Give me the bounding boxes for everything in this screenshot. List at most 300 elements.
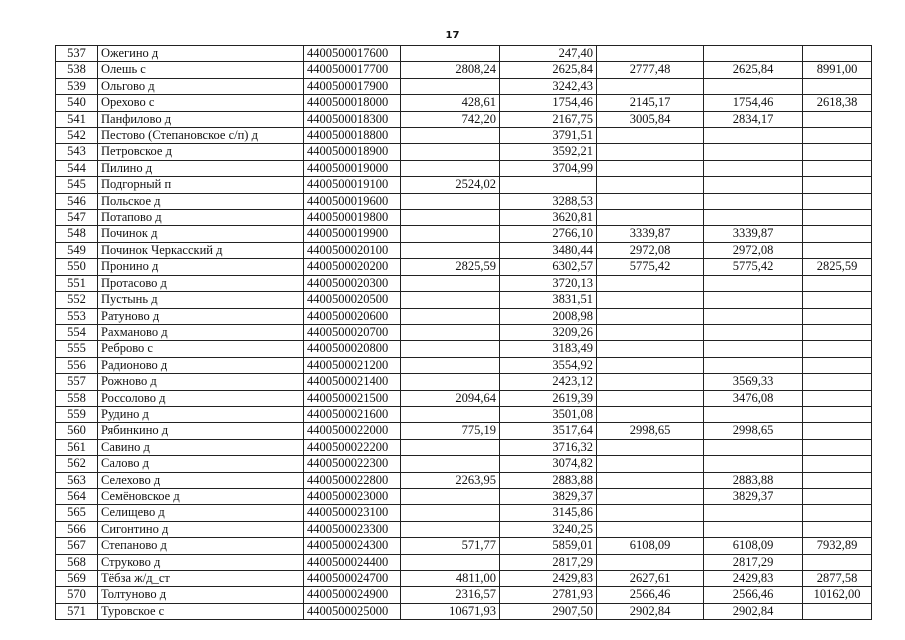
oktmo-code-cell: 4400500025000 (304, 603, 401, 619)
oktmo-code-cell: 4400500020800 (304, 341, 401, 357)
value-1-cell (401, 144, 500, 160)
value-4-cell (704, 144, 803, 160)
value-4-cell (704, 46, 803, 62)
value-3-cell: 3339,87 (597, 226, 704, 242)
value-5-cell (803, 46, 872, 62)
value-3-cell (597, 554, 704, 570)
settlement-name-cell: Орехово с (98, 95, 304, 111)
oktmo-code-cell: 4400500024700 (304, 571, 401, 587)
value-5-cell (803, 456, 872, 472)
table-row (56, 406, 872, 422)
row-number-cell: 546 (56, 193, 98, 209)
row-number-cell: 544 (56, 160, 98, 176)
table-row (56, 521, 872, 537)
oktmo-code-cell: 4400500021600 (304, 406, 401, 422)
oktmo-code-cell: 4400500020200 (304, 259, 401, 275)
oktmo-code-cell: 4400500023000 (304, 488, 401, 504)
value-5-cell (803, 292, 872, 308)
oktmo-code-cell: 4400500023100 (304, 505, 401, 521)
settlement-name-cell: Петровское д (98, 144, 304, 160)
value-3-cell (597, 521, 704, 537)
value-1-cell (401, 505, 500, 521)
value-5-cell (803, 111, 872, 127)
value-1-cell (401, 406, 500, 422)
value-5-cell (803, 554, 872, 570)
value-3-cell: 2902,84 (597, 603, 704, 619)
value-2-cell: 3829,37 (500, 488, 597, 504)
value-1-cell (401, 78, 500, 94)
table-row (56, 554, 872, 570)
value-3-cell: 2145,17 (597, 95, 704, 111)
value-5-cell (803, 521, 872, 537)
value-5-cell (803, 472, 872, 488)
row-number-cell: 565 (56, 505, 98, 521)
settlement-name-cell: Степаново д (98, 538, 304, 554)
settlement-name-cell: Россолово д (98, 390, 304, 406)
row-number-cell: 559 (56, 406, 98, 422)
value-3-cell (597, 193, 704, 209)
row-number-cell: 570 (56, 587, 98, 603)
oktmo-code-cell: 4400500022300 (304, 456, 401, 472)
value-1-cell (401, 521, 500, 537)
value-5-cell (803, 390, 872, 406)
value-3-cell (597, 439, 704, 455)
oktmo-code-cell: 4400500022200 (304, 439, 401, 455)
table-row (56, 210, 872, 226)
value-1-cell: 2524,02 (401, 177, 500, 193)
oktmo-code-cell: 4400500020100 (304, 242, 401, 258)
oktmo-code-cell: 4400500019800 (304, 210, 401, 226)
value-5-cell (803, 603, 872, 619)
value-5-cell: 10162,00 (803, 587, 872, 603)
row-number-cell: 563 (56, 472, 98, 488)
value-4-cell: 1754,46 (704, 95, 803, 111)
row-number-cell: 543 (56, 144, 98, 160)
value-2-cell: 3242,43 (500, 78, 597, 94)
value-2-cell: 2167,75 (500, 111, 597, 127)
settlement-name-cell: Салово д (98, 456, 304, 472)
oktmo-code-cell: 4400500020300 (304, 275, 401, 291)
table-row (56, 259, 872, 275)
oktmo-code-cell: 4400500017900 (304, 78, 401, 94)
value-2-cell: 2817,29 (500, 554, 597, 570)
value-5-cell: 2877,58 (803, 571, 872, 587)
value-1-cell (401, 160, 500, 176)
row-number-cell: 539 (56, 78, 98, 94)
table-row (56, 603, 872, 619)
value-5-cell (803, 144, 872, 160)
settlement-name-cell: Подгорный п (98, 177, 304, 193)
value-1-cell (401, 226, 500, 242)
value-4-cell: 2817,29 (704, 554, 803, 570)
value-2-cell: 2619,39 (500, 390, 597, 406)
value-2-cell: 247,40 (500, 46, 597, 62)
value-2-cell: 3554,92 (500, 357, 597, 373)
table-row (56, 390, 872, 406)
table-row (56, 275, 872, 291)
settlement-name-cell: Рожново д (98, 374, 304, 390)
oktmo-code-cell: 4400500023300 (304, 521, 401, 537)
value-3-cell (597, 374, 704, 390)
value-2-cell (500, 177, 597, 193)
table-row (56, 78, 872, 94)
settlement-name-cell: Струково д (98, 554, 304, 570)
oktmo-code-cell: 4400500017700 (304, 62, 401, 78)
value-3-cell (597, 144, 704, 160)
table-row (56, 62, 872, 78)
value-4-cell (704, 160, 803, 176)
value-5-cell (803, 374, 872, 390)
value-5-cell (803, 275, 872, 291)
table-row (56, 341, 872, 357)
value-2-cell: 2781,93 (500, 587, 597, 603)
value-2-cell: 3517,64 (500, 423, 597, 439)
row-number-cell: 557 (56, 374, 98, 390)
value-5-cell (803, 242, 872, 258)
oktmo-code-cell: 4400500019600 (304, 193, 401, 209)
value-5-cell: 8991,00 (803, 62, 872, 78)
oktmo-code-cell: 4400500021400 (304, 374, 401, 390)
value-5-cell (803, 226, 872, 242)
value-5-cell (803, 505, 872, 521)
value-4-cell: 2625,84 (704, 62, 803, 78)
value-2-cell: 2907,50 (500, 603, 597, 619)
value-4-cell: 5775,42 (704, 259, 803, 275)
value-1-cell (401, 128, 500, 144)
value-5-cell (803, 357, 872, 373)
settlement-name-cell: Пестово (Степановское с/п) д (98, 128, 304, 144)
settlement-name-cell: Сигонтино д (98, 521, 304, 537)
value-3-cell (597, 210, 704, 226)
oktmo-code-cell: 4400500019000 (304, 160, 401, 176)
table-row (56, 160, 872, 176)
row-number-cell: 558 (56, 390, 98, 406)
table-body (56, 46, 872, 620)
value-2-cell: 2008,98 (500, 308, 597, 324)
value-3-cell: 2627,61 (597, 571, 704, 587)
value-4-cell: 3829,37 (704, 488, 803, 504)
settlement-name-cell: Починок Черкасский д (98, 242, 304, 258)
value-1-cell: 4811,00 (401, 571, 500, 587)
value-3-cell: 6108,09 (597, 538, 704, 554)
settlement-name-cell: Тёбза ж/д_ст (98, 571, 304, 587)
value-4-cell: 2429,83 (704, 571, 803, 587)
value-2-cell: 3720,13 (500, 275, 597, 291)
settlement-name-cell: Пронино д (98, 259, 304, 275)
row-number-cell: 551 (56, 275, 98, 291)
value-3-cell (597, 292, 704, 308)
settlement-name-cell: Потапово д (98, 210, 304, 226)
settlement-name-cell: Семёновское д (98, 488, 304, 504)
row-number-cell: 540 (56, 95, 98, 111)
value-1-cell (401, 456, 500, 472)
table-row (56, 226, 872, 242)
row-number-cell: 560 (56, 423, 98, 439)
value-4-cell (704, 308, 803, 324)
value-4-cell (704, 521, 803, 537)
value-1-cell: 2316,57 (401, 587, 500, 603)
page-number: 17 (445, 30, 460, 41)
row-number-cell: 538 (56, 62, 98, 78)
row-number-cell: 556 (56, 357, 98, 373)
value-2-cell: 2423,12 (500, 374, 597, 390)
row-number-cell: 541 (56, 111, 98, 127)
settlement-name-cell: Селищево д (98, 505, 304, 521)
settlement-name-cell: Радионово д (98, 357, 304, 373)
value-1-cell (401, 554, 500, 570)
table-row (56, 111, 872, 127)
value-2-cell: 3074,82 (500, 456, 597, 472)
value-3-cell (597, 472, 704, 488)
value-4-cell (704, 406, 803, 422)
value-3-cell (597, 78, 704, 94)
table-row (56, 193, 872, 209)
value-4-cell: 3476,08 (704, 390, 803, 406)
value-1-cell: 10671,93 (401, 603, 500, 619)
row-number-cell: 569 (56, 571, 98, 587)
settlement-name-cell: Рахманово д (98, 324, 304, 340)
row-number-cell: 567 (56, 538, 98, 554)
value-3-cell (597, 308, 704, 324)
table-row (56, 357, 872, 373)
value-5-cell: 7932,89 (803, 538, 872, 554)
oktmo-code-cell: 4400500018900 (304, 144, 401, 160)
value-2-cell: 3145,86 (500, 505, 597, 521)
table-row (56, 46, 872, 62)
value-3-cell: 2998,65 (597, 423, 704, 439)
settlement-name-cell: Пилино д (98, 160, 304, 176)
value-3-cell (597, 341, 704, 357)
value-2-cell: 3240,25 (500, 521, 597, 537)
value-1-cell (401, 439, 500, 455)
settlement-table (55, 45, 872, 620)
row-number-cell: 562 (56, 456, 98, 472)
table-row (56, 505, 872, 521)
value-4-cell: 2566,46 (704, 587, 803, 603)
settlement-name-cell: Толтуново д (98, 587, 304, 603)
value-4-cell: 2972,08 (704, 242, 803, 258)
value-2-cell: 2429,83 (500, 571, 597, 587)
row-number-cell: 550 (56, 259, 98, 275)
value-1-cell (401, 193, 500, 209)
value-2-cell: 2766,10 (500, 226, 597, 242)
settlement-name-cell: Польское д (98, 193, 304, 209)
value-1-cell (401, 374, 500, 390)
value-2-cell: 6302,57 (500, 259, 597, 275)
value-5-cell: 2825,59 (803, 259, 872, 275)
value-2-cell: 3716,32 (500, 439, 597, 455)
settlement-name-cell: Туровское с (98, 603, 304, 619)
value-5-cell (803, 128, 872, 144)
settlement-name-cell: Селехово д (98, 472, 304, 488)
value-4-cell: 2834,17 (704, 111, 803, 127)
value-1-cell (401, 341, 500, 357)
value-2-cell: 2883,88 (500, 472, 597, 488)
oktmo-code-cell: 4400500017600 (304, 46, 401, 62)
value-2-cell: 3480,44 (500, 242, 597, 258)
value-1-cell: 2825,59 (401, 259, 500, 275)
value-3-cell (597, 488, 704, 504)
settlement-name-cell: Пустынь д (98, 292, 304, 308)
row-number-cell: 554 (56, 324, 98, 340)
table-row (56, 177, 872, 193)
value-2-cell: 3501,08 (500, 406, 597, 422)
value-1-cell (401, 324, 500, 340)
value-1-cell (401, 210, 500, 226)
table-row (56, 242, 872, 258)
value-3-cell: 2566,46 (597, 587, 704, 603)
table-row (56, 324, 872, 340)
value-5-cell (803, 308, 872, 324)
oktmo-code-cell: 4400500021500 (304, 390, 401, 406)
value-2-cell: 3620,81 (500, 210, 597, 226)
oktmo-code-cell: 4400500018300 (304, 111, 401, 127)
row-number-cell: 537 (56, 46, 98, 62)
value-2-cell: 3288,53 (500, 193, 597, 209)
table-row (56, 292, 872, 308)
value-1-cell (401, 292, 500, 308)
value-1-cell (401, 488, 500, 504)
value-5-cell (803, 488, 872, 504)
value-2-cell: 3704,99 (500, 160, 597, 176)
value-3-cell: 3005,84 (597, 111, 704, 127)
value-3-cell (597, 505, 704, 521)
value-4-cell (704, 193, 803, 209)
settlement-name-cell: Панфилово д (98, 111, 304, 127)
value-3-cell (597, 46, 704, 62)
value-5-cell (803, 210, 872, 226)
value-3-cell: 2777,48 (597, 62, 704, 78)
row-number-cell: 564 (56, 488, 98, 504)
row-number-cell: 552 (56, 292, 98, 308)
value-4-cell (704, 341, 803, 357)
oktmo-code-cell: 4400500021200 (304, 357, 401, 373)
value-4-cell (704, 128, 803, 144)
row-number-cell: 545 (56, 177, 98, 193)
value-4-cell (704, 456, 803, 472)
value-3-cell (597, 390, 704, 406)
value-4-cell (704, 357, 803, 373)
value-2-cell: 3209,26 (500, 324, 597, 340)
value-3-cell: 5775,42 (597, 259, 704, 275)
value-1-cell: 2808,24 (401, 62, 500, 78)
value-5-cell (803, 341, 872, 357)
value-5-cell (803, 324, 872, 340)
value-3-cell (597, 128, 704, 144)
value-3-cell: 2972,08 (597, 242, 704, 258)
settlement-name-cell: Савино д (98, 439, 304, 455)
value-2-cell: 3791,51 (500, 128, 597, 144)
row-number-cell: 542 (56, 128, 98, 144)
row-number-cell: 561 (56, 439, 98, 455)
oktmo-code-cell: 4400500020600 (304, 308, 401, 324)
row-number-cell: 555 (56, 341, 98, 357)
value-3-cell (597, 177, 704, 193)
value-4-cell (704, 439, 803, 455)
oktmo-code-cell: 4400500018800 (304, 128, 401, 144)
value-5-cell (803, 423, 872, 439)
value-3-cell (597, 275, 704, 291)
oktmo-code-cell: 4400500018000 (304, 95, 401, 111)
value-4-cell: 3339,87 (704, 226, 803, 242)
value-3-cell (597, 357, 704, 373)
oktmo-code-cell: 4400500020700 (304, 324, 401, 340)
value-4-cell (704, 177, 803, 193)
oktmo-code-cell: 4400500019900 (304, 226, 401, 242)
value-1-cell (401, 46, 500, 62)
oktmo-code-cell: 4400500022000 (304, 423, 401, 439)
table-row (56, 374, 872, 390)
value-2-cell: 3831,51 (500, 292, 597, 308)
value-4-cell (704, 275, 803, 291)
value-4-cell (704, 78, 803, 94)
value-4-cell (704, 324, 803, 340)
value-4-cell: 2883,88 (704, 472, 803, 488)
table-row (56, 538, 872, 554)
settlement-name-cell: Ольгово д (98, 78, 304, 94)
oktmo-code-cell: 4400500020500 (304, 292, 401, 308)
settlement-name-cell: Протасово д (98, 275, 304, 291)
settlement-name-cell: Рябинкино д (98, 423, 304, 439)
table-row (56, 587, 872, 603)
value-5-cell: 2618,38 (803, 95, 872, 111)
value-1-cell (401, 308, 500, 324)
value-2-cell: 3183,49 (500, 341, 597, 357)
settlement-name-cell: Реброво с (98, 341, 304, 357)
value-1-cell: 428,61 (401, 95, 500, 111)
row-number-cell: 547 (56, 210, 98, 226)
value-1-cell: 775,19 (401, 423, 500, 439)
table-row (56, 423, 872, 439)
table-row (56, 488, 872, 504)
value-4-cell (704, 505, 803, 521)
value-5-cell (803, 160, 872, 176)
oktmo-code-cell: 4400500024400 (304, 554, 401, 570)
row-number-cell: 566 (56, 521, 98, 537)
value-2-cell: 1754,46 (500, 95, 597, 111)
value-3-cell (597, 406, 704, 422)
settlement-name-cell: Ожегино д (98, 46, 304, 62)
value-1-cell: 2263,95 (401, 472, 500, 488)
settlement-name-cell: Ратуново д (98, 308, 304, 324)
value-1-cell: 2094,64 (401, 390, 500, 406)
row-number-cell: 571 (56, 603, 98, 619)
value-3-cell (597, 160, 704, 176)
value-5-cell (803, 439, 872, 455)
row-number-cell: 549 (56, 242, 98, 258)
table-row (56, 308, 872, 324)
value-2-cell: 3592,21 (500, 144, 597, 160)
table-row (56, 439, 872, 455)
value-4-cell: 6108,09 (704, 538, 803, 554)
row-number-cell: 568 (56, 554, 98, 570)
settlement-name-cell: Рудино д (98, 406, 304, 422)
value-3-cell (597, 324, 704, 340)
value-4-cell (704, 292, 803, 308)
table-row (56, 472, 872, 488)
value-4-cell (704, 210, 803, 226)
table-row (56, 456, 872, 472)
value-4-cell: 3569,33 (704, 374, 803, 390)
oktmo-code-cell: 4400500022800 (304, 472, 401, 488)
settlement-name-cell: Починок д (98, 226, 304, 242)
value-5-cell (803, 177, 872, 193)
oktmo-code-cell: 4400500019100 (304, 177, 401, 193)
value-5-cell (803, 406, 872, 422)
table-row (56, 128, 872, 144)
row-number-cell: 548 (56, 226, 98, 242)
value-2-cell: 5859,01 (500, 538, 597, 554)
